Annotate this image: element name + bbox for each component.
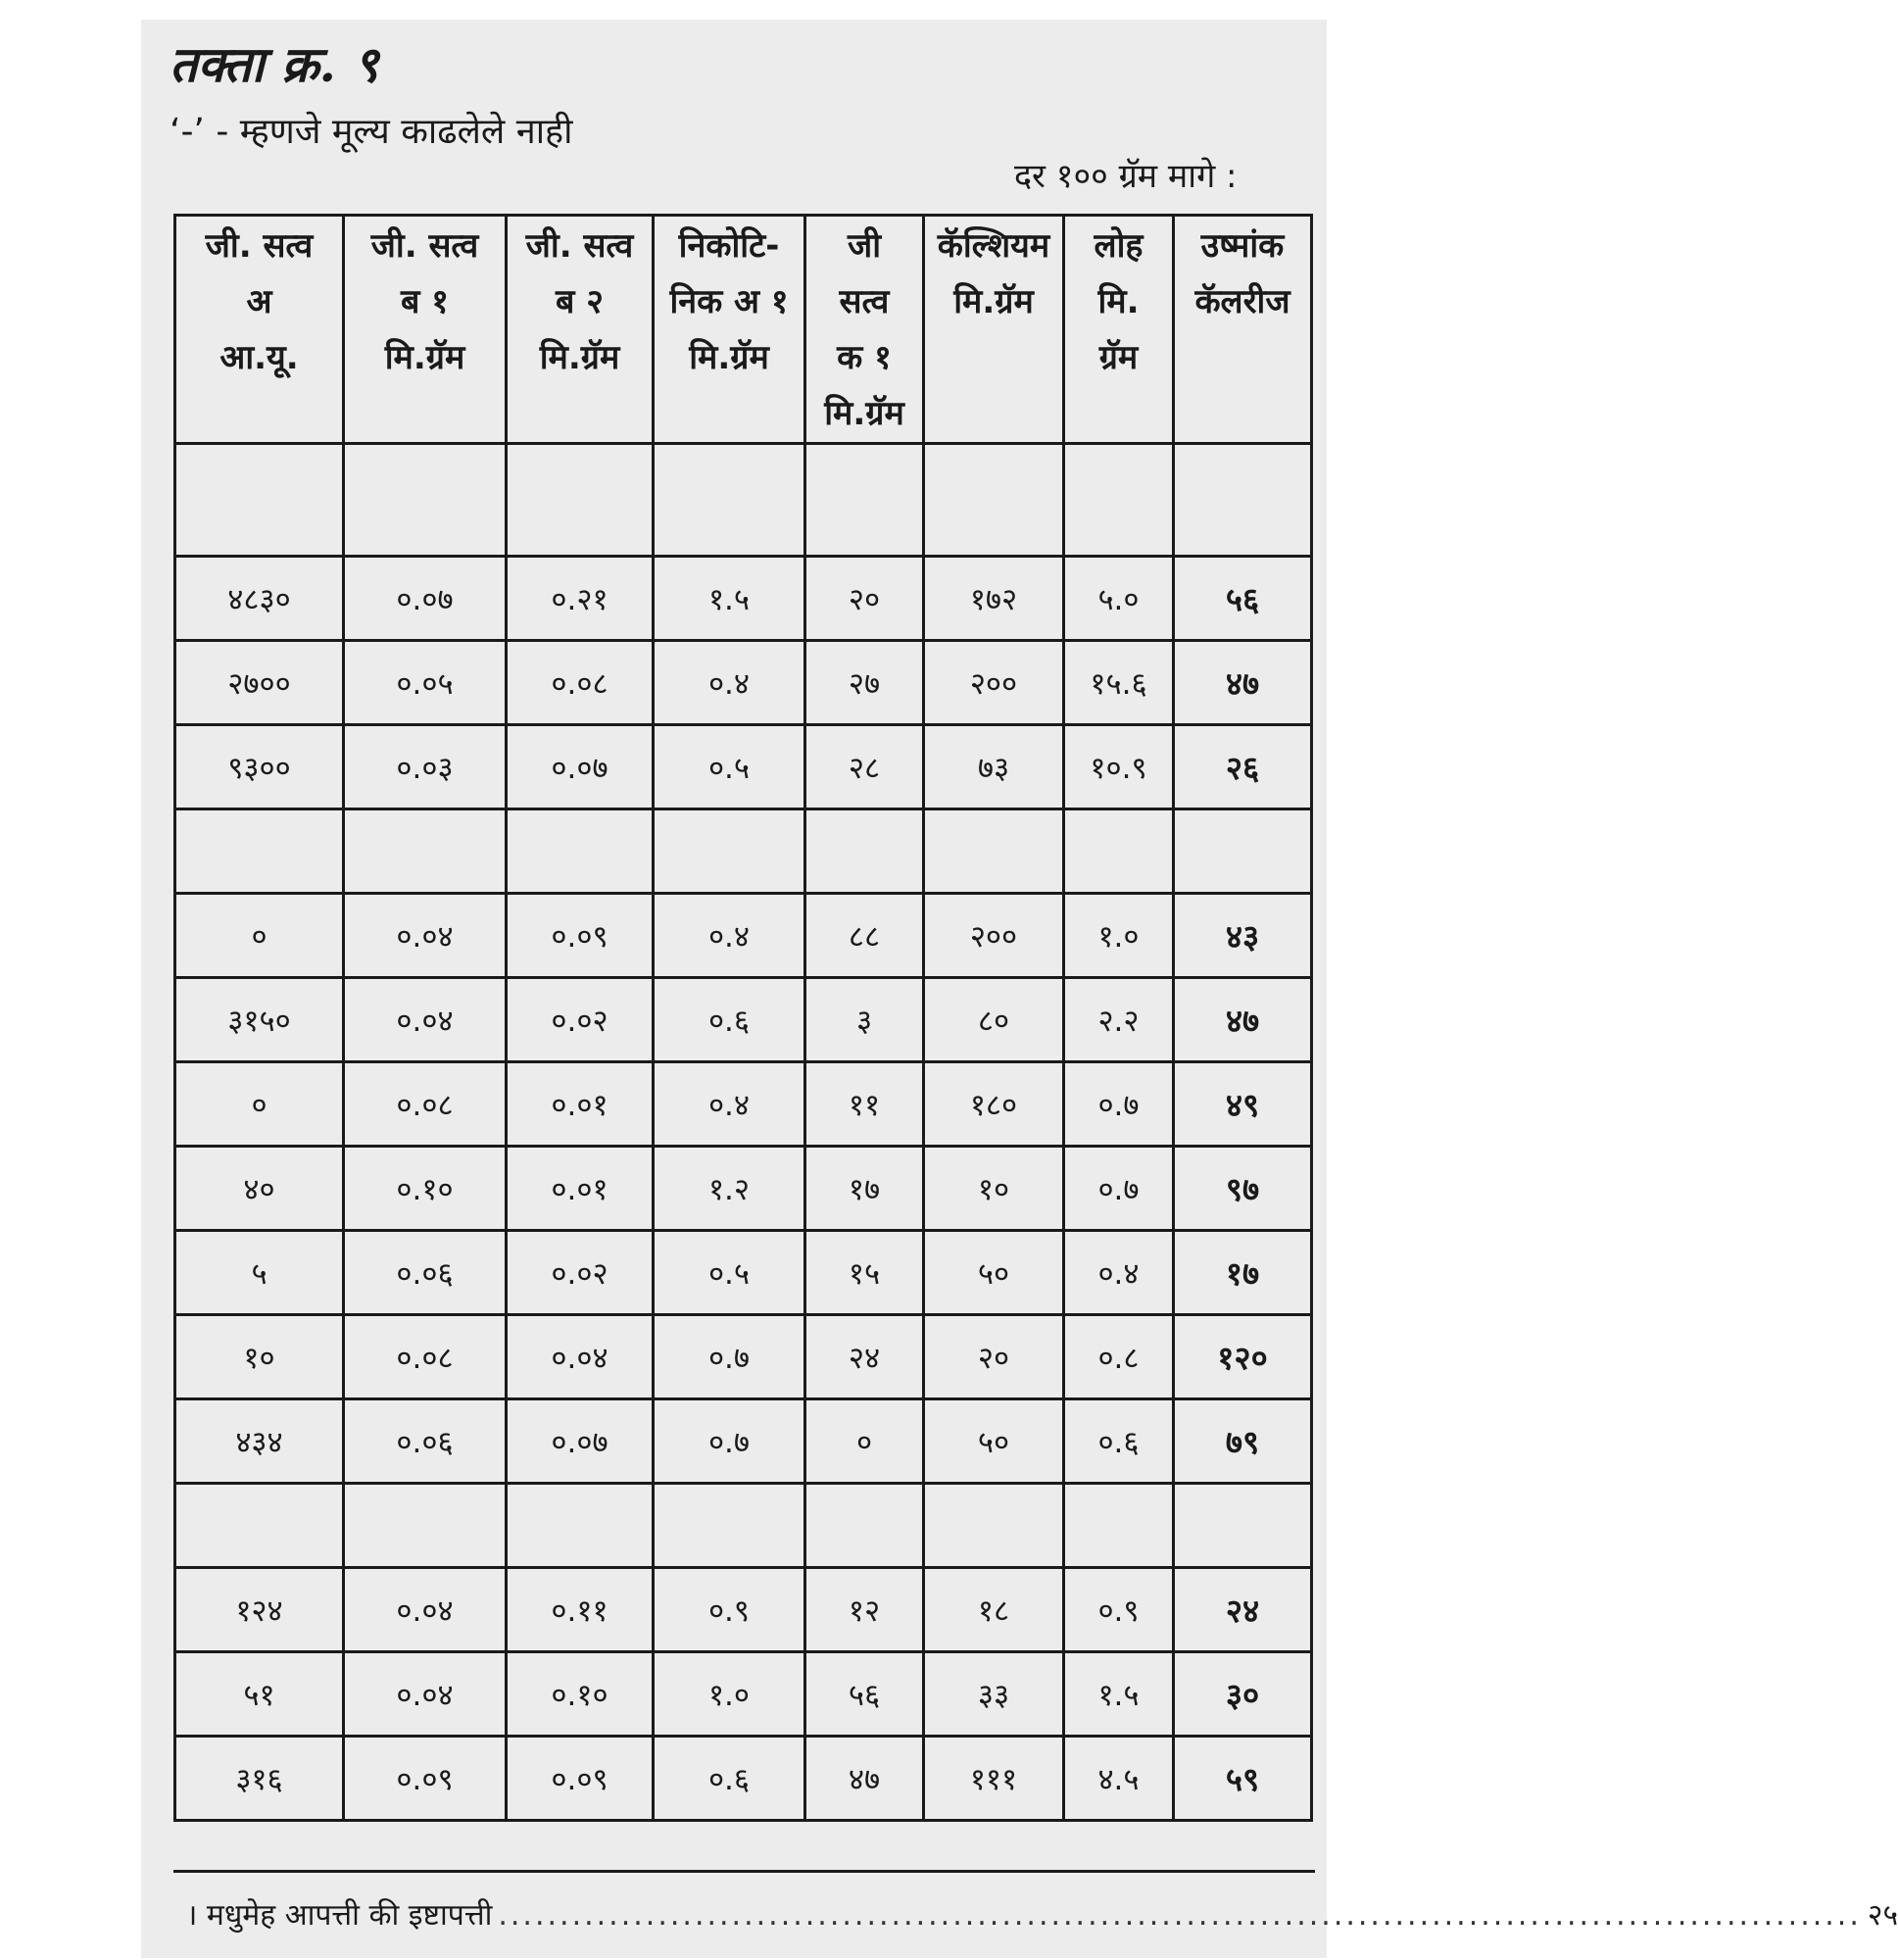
table-row [175, 1484, 1312, 1568]
table-row [175, 1652, 1312, 1737]
table-row [175, 1231, 1312, 1315]
table-cell: ०.६ [654, 978, 805, 1062]
table-cell [344, 1484, 507, 1568]
table-cell: ०.७ [1064, 1147, 1174, 1231]
table-cell: ४७ [805, 1737, 924, 1821]
legend-note: ‘-’ - म्हणजे मूल्य काढलेले नाही [170, 112, 573, 152]
table-cell [805, 1484, 924, 1568]
table-cell [924, 1484, 1064, 1568]
table-cell: ४९ [1174, 1062, 1312, 1147]
table-cell: ०.९ [654, 1568, 805, 1652]
column-header [805, 216, 924, 444]
table-cell: १५ [805, 1231, 924, 1315]
table-cell [1064, 444, 1174, 557]
table-row [175, 725, 1312, 809]
table-cell [1064, 1484, 1174, 1568]
footer-leader-dots: ............................................................................................................... [498, 1898, 1862, 1933]
table-cell: १२४ [175, 1568, 344, 1652]
table-cell: ४८३० [175, 557, 344, 641]
table-cell: ०.०४ [344, 978, 507, 1062]
table-cell: ०.१० [344, 1147, 507, 1231]
table-cell: ४० [175, 1147, 344, 1231]
column-header-line: निक अ १ [669, 282, 789, 321]
table-cell: ०.१० [507, 1652, 654, 1737]
table-row [175, 641, 1312, 725]
table-cell: ०.०९ [507, 894, 654, 978]
table-cell: ४७ [1174, 641, 1312, 725]
column-header-line: आ.यू. [219, 338, 299, 377]
column-header-line: मि.ग्रॅम [539, 338, 620, 377]
table-cell: ०.५ [654, 1231, 805, 1315]
table-cell: २७ [805, 641, 924, 725]
column-header-line: ग्रॅम [1098, 338, 1139, 377]
table-cell: ०.४ [654, 1062, 805, 1147]
column-header-line: मि.ग्रॅम [384, 338, 465, 377]
table-cell: ०.५ [654, 725, 805, 809]
table-cell: ८८ [805, 894, 924, 978]
table-cell: ०.४ [1064, 1231, 1174, 1315]
table-cell: २६ [1174, 725, 1312, 809]
table-cell: १७२ [924, 557, 1064, 641]
table-cell: ०.०१ [507, 1062, 654, 1147]
table-cell: ०.६ [654, 1737, 805, 1821]
table-cell: ०.०७ [344, 557, 507, 641]
table-cell: ०.०८ [344, 1062, 507, 1147]
column-header-line: लोह [1094, 226, 1144, 266]
page-footer [186, 1893, 1898, 1934]
table-cell: १७ [805, 1147, 924, 1231]
table-cell: १२ [805, 1568, 924, 1652]
table-cell: १७ [1174, 1231, 1312, 1315]
table-cell [1174, 809, 1312, 894]
column-header [924, 216, 1064, 444]
table-row [175, 557, 1312, 641]
table-cell: ५० [924, 1231, 1064, 1315]
table-cell: ३ [805, 978, 924, 1062]
table-title: तक्ता क्र. ९ [170, 35, 379, 93]
table-cell: ९३०० [175, 725, 344, 809]
table-cell: ४३४ [175, 1399, 344, 1484]
table-row [175, 1147, 1312, 1231]
rate-note: दर १०० ग्रॅम मागे : [1014, 157, 1238, 196]
table-cell: ५० [924, 1399, 1064, 1484]
table-cell: ८० [924, 978, 1064, 1062]
table-cell [175, 1484, 344, 1568]
table-cell: ४३ [1174, 894, 1312, 978]
table-cell: ० [175, 894, 344, 978]
table-cell [805, 809, 924, 894]
column-header-line: ब २ [556, 282, 604, 321]
table-cell: ५६ [805, 1652, 924, 1737]
table-cell: ३० [1174, 1652, 1312, 1737]
column-header-line: जी. सत्व [205, 226, 314, 266]
table-cell: ०.७ [654, 1399, 805, 1484]
column-header-line: मि.ग्रॅम [824, 394, 904, 433]
table-cell: ०.११ [507, 1568, 654, 1652]
table-cell: २.२ [1064, 978, 1174, 1062]
table-cell: २४ [805, 1315, 924, 1399]
table-cell: ११ [805, 1062, 924, 1147]
table-cell: ०.४ [654, 641, 805, 725]
table-cell: ३१५० [175, 978, 344, 1062]
column-header [175, 216, 344, 444]
table-cell: ५९ [1174, 1737, 1312, 1821]
table-cell [507, 1484, 654, 1568]
table-cell: ५ [175, 1231, 344, 1315]
table-cell: ०.०२ [507, 978, 654, 1062]
column-header-line: जी [847, 226, 882, 266]
table-cell: ०.०८ [344, 1315, 507, 1399]
column-header [507, 216, 654, 444]
column-header-line: अ [246, 282, 272, 321]
table-cell: १११ [924, 1737, 1064, 1821]
table-cell [175, 444, 344, 557]
column-header-line: जी. सत्व [370, 226, 479, 266]
table-cell: ०.०२ [507, 1231, 654, 1315]
table-cell [654, 809, 805, 894]
column-header [1174, 216, 1312, 444]
table-body [175, 444, 1312, 1821]
table-cell [654, 1484, 805, 1568]
column-header-line: कॅलरीज [1194, 282, 1290, 321]
table-cell [1174, 444, 1312, 557]
table-cell: १.५ [654, 557, 805, 641]
table-cell: ०.०४ [344, 1652, 507, 1737]
table-cell: १५.६ [1064, 641, 1174, 725]
table-cell: ०.०८ [507, 641, 654, 725]
header-row [175, 216, 1312, 444]
column-header-line: क १ [837, 338, 892, 377]
table-row [175, 1568, 1312, 1652]
table-cell: ० [175, 1062, 344, 1147]
column-header-line: उष्मांक [1200, 226, 1285, 266]
table-cell: ०.०४ [344, 1568, 507, 1652]
table-row [175, 894, 1312, 978]
table-cell: १८ [924, 1568, 1064, 1652]
table-cell [654, 444, 805, 557]
table-cell: ०.०९ [344, 1737, 507, 1821]
table-cell: ०.०४ [507, 1315, 654, 1399]
table-cell: ३१६ [175, 1737, 344, 1821]
table-cell [175, 809, 344, 894]
table-row [175, 1315, 1312, 1399]
table-cell [924, 809, 1064, 894]
table-cell [1064, 809, 1174, 894]
column-header [344, 216, 507, 444]
table-cell: ०.०७ [507, 725, 654, 809]
table-cell: १० [175, 1315, 344, 1399]
table-cell: ७९ [1174, 1399, 1312, 1484]
table-cell: ०.७ [654, 1315, 805, 1399]
table-cell: ०.०६ [344, 1399, 507, 1484]
table-cell: ० [805, 1399, 924, 1484]
column-header-line: मि.ग्रॅम [953, 282, 1034, 321]
table-cell: २७०० [175, 641, 344, 725]
table-cell: १० [924, 1147, 1064, 1231]
table-row [175, 1062, 1312, 1147]
table-cell: ०.०१ [507, 1147, 654, 1231]
table-cell [344, 809, 507, 894]
table-cell: ४७ [1174, 978, 1312, 1062]
table-cell: ९७ [1174, 1147, 1312, 1231]
table-cell [924, 444, 1064, 557]
table-cell: १.० [654, 1652, 805, 1737]
table-row [175, 809, 1312, 894]
table-cell [344, 444, 507, 557]
table-cell: ०.०३ [344, 725, 507, 809]
table-cell: ४.५ [1064, 1737, 1174, 1821]
table-cell: ३३ [924, 1652, 1064, 1737]
column-header-line: ब १ [401, 282, 449, 321]
table-cell: ०.७ [1064, 1062, 1174, 1147]
column-header-line: सत्व [839, 282, 890, 321]
table-cell: ५६ [1174, 557, 1312, 641]
nutrition-table [173, 214, 1313, 1822]
table-cell: ०.४ [654, 894, 805, 978]
column-header-line: जी. सत्व [525, 226, 634, 266]
table-row [175, 978, 1312, 1062]
column-header-line: मि. [1097, 282, 1140, 321]
table-cell: ५.० [1064, 557, 1174, 641]
table-row [175, 1399, 1312, 1484]
table-cell: ०.०६ [344, 1231, 507, 1315]
table-cell: १२० [1174, 1315, 1312, 1399]
table-cell [1174, 1484, 1312, 1568]
table-cell: २८ [805, 725, 924, 809]
table-cell: ०.०७ [507, 1399, 654, 1484]
table-cell: ०.०४ [344, 894, 507, 978]
table-cell: २० [924, 1315, 1064, 1399]
table-cell: ०.०९ [507, 1737, 654, 1821]
table-cell: ७३ [924, 725, 1064, 809]
table-row [175, 444, 1312, 557]
footer-book-title: । मधुमेह आपत्ती की इष्टापत्ती [186, 1898, 493, 1933]
column-header-line: मि.ग्रॅम [689, 338, 769, 377]
table-cell: २०० [924, 894, 1064, 978]
table-cell: ०.०५ [344, 641, 507, 725]
page-number: २५ [1867, 1898, 1898, 1933]
table-cell: ५१ [175, 1652, 344, 1737]
table-cell: ०.८ [1064, 1315, 1174, 1399]
table-cell [805, 444, 924, 557]
table-row [175, 1737, 1312, 1821]
footer-divider [173, 1870, 1315, 1873]
table-cell: ०.९ [1064, 1568, 1174, 1652]
table-cell: १८० [924, 1062, 1064, 1147]
table-cell: १.० [1064, 894, 1174, 978]
table-cell: २० [805, 557, 924, 641]
column-header [1064, 216, 1174, 444]
table-cell: १०.९ [1064, 725, 1174, 809]
table-cell [507, 809, 654, 894]
table-cell [507, 444, 654, 557]
table-cell: ०.६ [1064, 1399, 1174, 1484]
column-header [654, 216, 805, 444]
table-cell: १.२ [654, 1147, 805, 1231]
table-cell: २०० [924, 641, 1064, 725]
column-header-line: निकोटि- [678, 226, 780, 266]
table-cell: १.५ [1064, 1652, 1174, 1737]
table-cell: ०.२१ [507, 557, 654, 641]
table-cell: २४ [1174, 1568, 1312, 1652]
column-header-line: कॅल्शियम [937, 226, 1050, 266]
